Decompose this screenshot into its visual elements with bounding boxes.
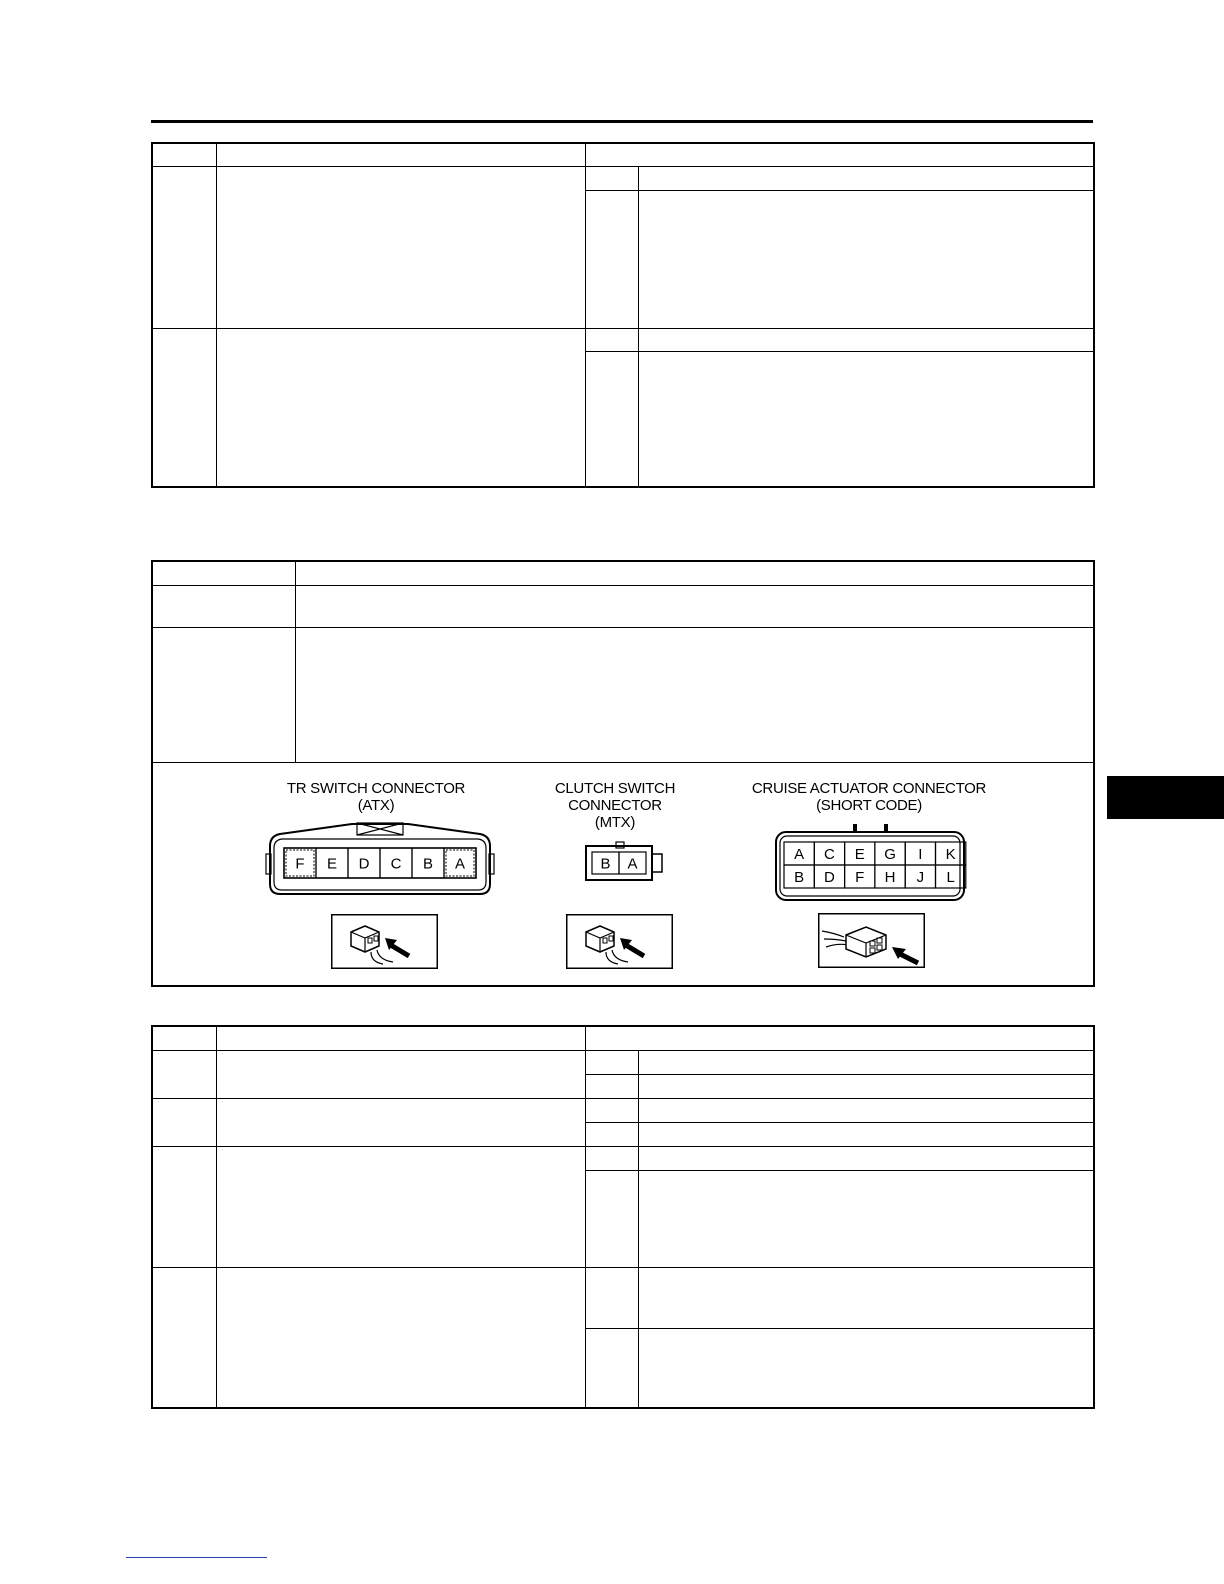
tr-pin-b: B: [422, 855, 434, 873]
info-label-cell: [152, 585, 295, 627]
inspection-cell: [216, 166, 585, 328]
action-header: [585, 143, 1094, 166]
action-cell: [638, 351, 1094, 487]
clutch-switch-title-line1: CLUTCH SWITCH: [554, 780, 676, 797]
tr-pin-a: A: [454, 855, 466, 873]
inspection-table-2: [151, 1025, 1095, 1409]
section-tab-marker: [1107, 776, 1224, 819]
inspection-header: [216, 143, 585, 166]
cruise-pin-a: A: [794, 846, 805, 863]
result-cell: [585, 1267, 638, 1328]
connector-front-view-icon: [331, 914, 438, 969]
action-cell: [638, 1050, 1094, 1074]
connector-harness-side-icon: [818, 913, 925, 968]
step-cell: [152, 328, 216, 487]
step-header: [152, 1026, 216, 1050]
step-cell: [152, 1098, 216, 1146]
action-cell: [638, 1170, 1094, 1267]
tr-switch-connector: [262, 818, 498, 900]
connector-front-view-icon: [566, 914, 673, 969]
inspection-cell: [216, 1050, 585, 1098]
step-cell: [152, 1267, 216, 1408]
cruise-pin-b: B: [794, 869, 805, 886]
inspection-cell: [216, 328, 585, 487]
clutch-switch-title-line3: (MTX): [594, 814, 636, 831]
cruise-actuator-connector: [772, 822, 968, 906]
action-cell: [638, 1267, 1094, 1328]
cruise-pin-h: H: [884, 869, 896, 886]
cruise-pin-c: C: [824, 846, 835, 863]
result-cell: [585, 1122, 638, 1146]
cruise-pin-f: F: [855, 869, 865, 886]
action-cell: [638, 1122, 1094, 1146]
result-cell: [585, 1050, 638, 1074]
step-cell: [152, 1050, 216, 1098]
info-value-cell: [295, 585, 1094, 627]
step-header: [152, 143, 216, 166]
cruise-pin-d: D: [824, 869, 835, 886]
cruise-actuator-connector-title: [739, 780, 999, 814]
cruise-pin-k: K: [945, 846, 956, 863]
cruise-pin-i: I: [918, 846, 923, 863]
clutch-switch-connector: [580, 838, 670, 886]
tr-switch-title-line1: TR SWITCH CONNECTOR: [286, 780, 466, 797]
result-cell: [585, 166, 638, 190]
inspection-cell: [216, 1146, 585, 1267]
cruise-actuator-title-line2: (SHORT CODE): [816, 797, 922, 814]
info-value-cell: [295, 561, 1094, 585]
info-label-cell: [152, 627, 295, 762]
cruise-actuator-title-line1: CRUISE ACTUATOR CONNECTOR: [751, 780, 987, 797]
result-cell: [585, 1146, 638, 1170]
clutch-switch-title-line2: CONNECTOR: [568, 797, 662, 814]
tr-pin-f: F: [295, 855, 305, 873]
cruise-pin-j: J: [916, 869, 925, 886]
action-cell: [638, 166, 1094, 190]
action-cell: [638, 1146, 1094, 1170]
clutch-switch-connector-title: [535, 780, 695, 831]
action-cell: [638, 1074, 1094, 1098]
clutch-pin-b: B: [600, 855, 611, 873]
result-cell: [585, 328, 638, 351]
clutch-pin-a: A: [627, 855, 638, 873]
header-rule: [151, 120, 1093, 123]
step-cell: [152, 1146, 216, 1267]
action-header: [585, 1026, 1094, 1050]
tr-pin-d: D: [358, 855, 370, 873]
result-cell: [585, 1098, 638, 1122]
action-cell: [638, 1098, 1094, 1122]
tr-switch-connector-title: [266, 780, 486, 814]
tr-switch-title-line2: (ATX): [357, 797, 395, 814]
inspection-header: [216, 1026, 585, 1050]
action-cell: [638, 328, 1094, 351]
step-cell: [152, 166, 216, 328]
cruise-pin-e: E: [854, 846, 865, 863]
tr-pin-c: C: [390, 855, 402, 873]
cruise-pin-g: G: [884, 846, 896, 863]
result-cell: [585, 351, 638, 487]
action-cell: [638, 190, 1094, 328]
info-label-cell: [152, 561, 295, 585]
footer-link-underline[interactable]: [126, 1557, 267, 1558]
action-cell: [638, 1328, 1094, 1408]
result-cell: [585, 1170, 638, 1267]
inspection-cell: [216, 1267, 585, 1408]
inspection-cell: [216, 1098, 585, 1146]
info-value-cell: [295, 627, 1094, 762]
cruise-pin-l: L: [946, 869, 955, 886]
result-cell: [585, 1328, 638, 1408]
tr-pin-e: E: [326, 855, 338, 873]
inspection-table-1: [151, 142, 1095, 488]
result-cell: [585, 190, 638, 328]
result-cell: [585, 1074, 638, 1098]
